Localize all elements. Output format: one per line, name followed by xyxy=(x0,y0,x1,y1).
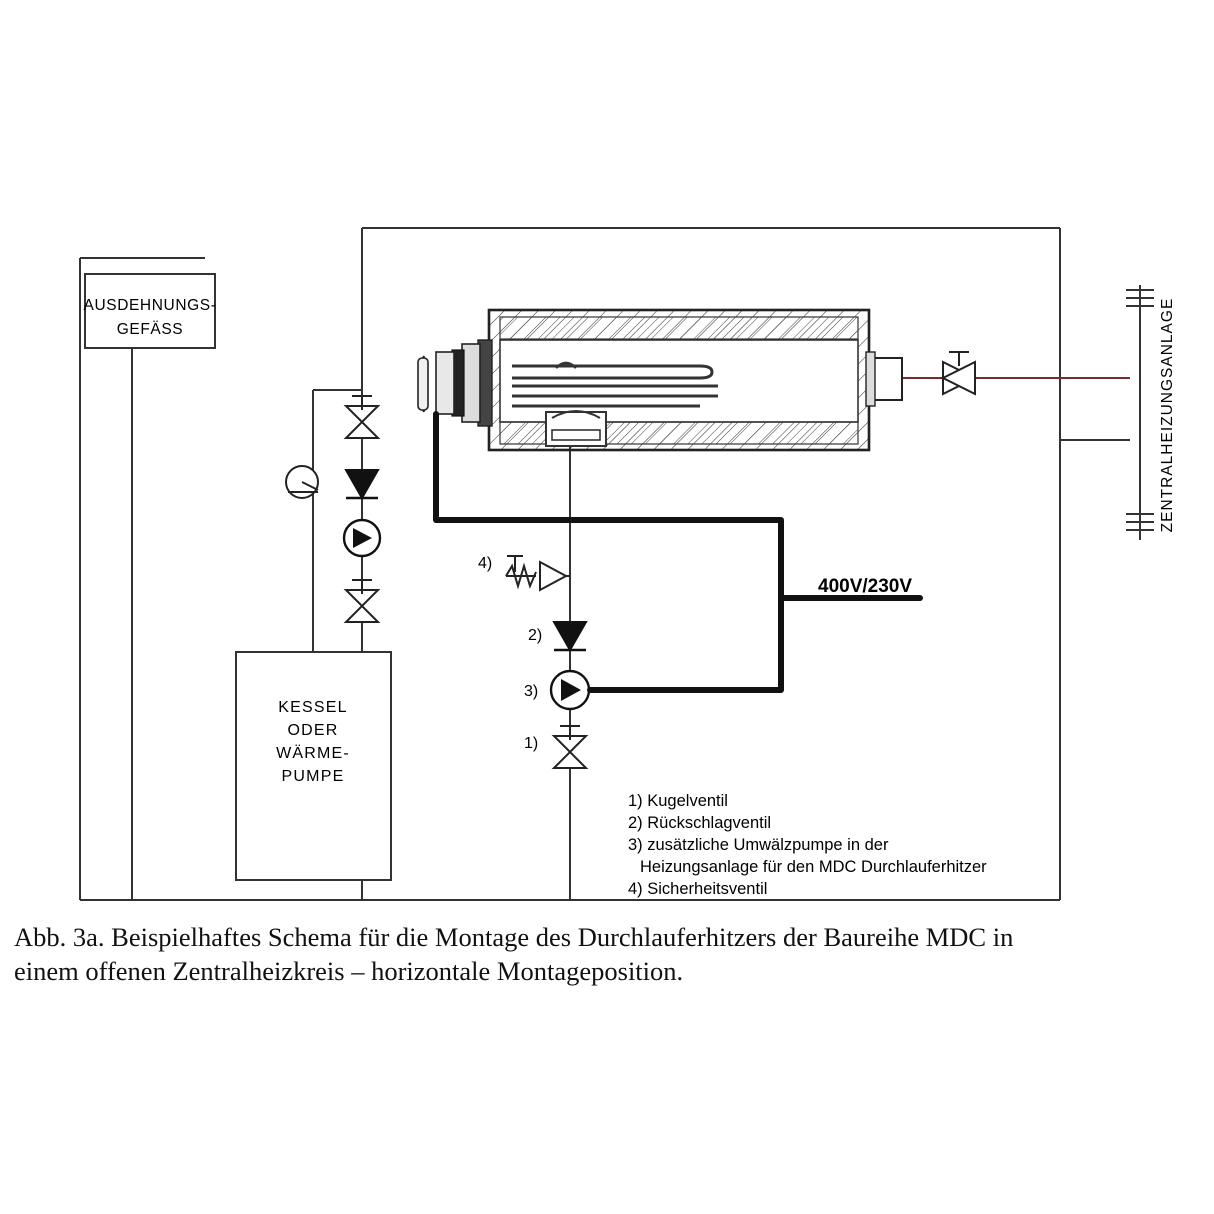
check-valve-left xyxy=(346,470,378,498)
boiler-unit xyxy=(236,652,391,880)
caption-line-1: Abb. 3a. Beispielhaftes Schema für die Montage des Durchlauferhitzers der Baureihe MDC in xyxy=(14,922,1014,952)
figure-caption xyxy=(14,920,1194,989)
valve-heater-outlet xyxy=(943,352,975,394)
legend-item-1: 1) Kugelventil xyxy=(628,792,728,810)
pressure-gauge xyxy=(286,466,318,498)
caption-line-2: einem offenen Zentralheizkreis – horizontale Montageposition. xyxy=(14,956,684,987)
boiler-label-line4: PUMPE xyxy=(281,768,345,785)
pump-3 xyxy=(551,671,589,709)
power-cable xyxy=(436,414,920,690)
ball-valve-1 xyxy=(554,726,586,768)
callout-2-label: 2) xyxy=(528,627,543,644)
expansion-vessel-label-line1: AUSDEHNUNGS- xyxy=(83,297,217,314)
valve-left-upper xyxy=(346,396,378,438)
pump-left xyxy=(344,520,380,556)
legend-item-2: 2) Rückschlagventil xyxy=(628,814,772,832)
boiler-label-line1: KESSEL xyxy=(278,699,348,716)
central-heating-connection xyxy=(1126,285,1154,540)
mdc-water-heater xyxy=(418,310,902,450)
callout-4-label: 4) xyxy=(478,555,493,572)
legend-item-4: 4) Sicherheitsventil xyxy=(628,880,768,898)
check-valve-2 xyxy=(554,622,586,650)
voltage-label: 400V/230V xyxy=(818,576,913,597)
legend-item-3-cont: Heizungsanlage für den MDC Durchlauferhitzer xyxy=(640,858,987,876)
central-heating-label: ZENTRALHEIZUNGSANLAGE xyxy=(1159,297,1176,533)
legend-item-3: 3) zusätzliche Umwälzpumpe in der xyxy=(628,836,889,854)
boiler-label-line2: ODER xyxy=(287,722,339,739)
expansion-vessel-label-line2: GEFÄSS xyxy=(116,321,184,338)
valve-left-lower xyxy=(346,580,378,622)
boiler-label-line3: WÄRME- xyxy=(276,745,350,762)
callout-3-label: 3) xyxy=(524,683,539,700)
callout-1-label: 1) xyxy=(524,735,539,752)
safety-valve-group xyxy=(506,556,570,590)
